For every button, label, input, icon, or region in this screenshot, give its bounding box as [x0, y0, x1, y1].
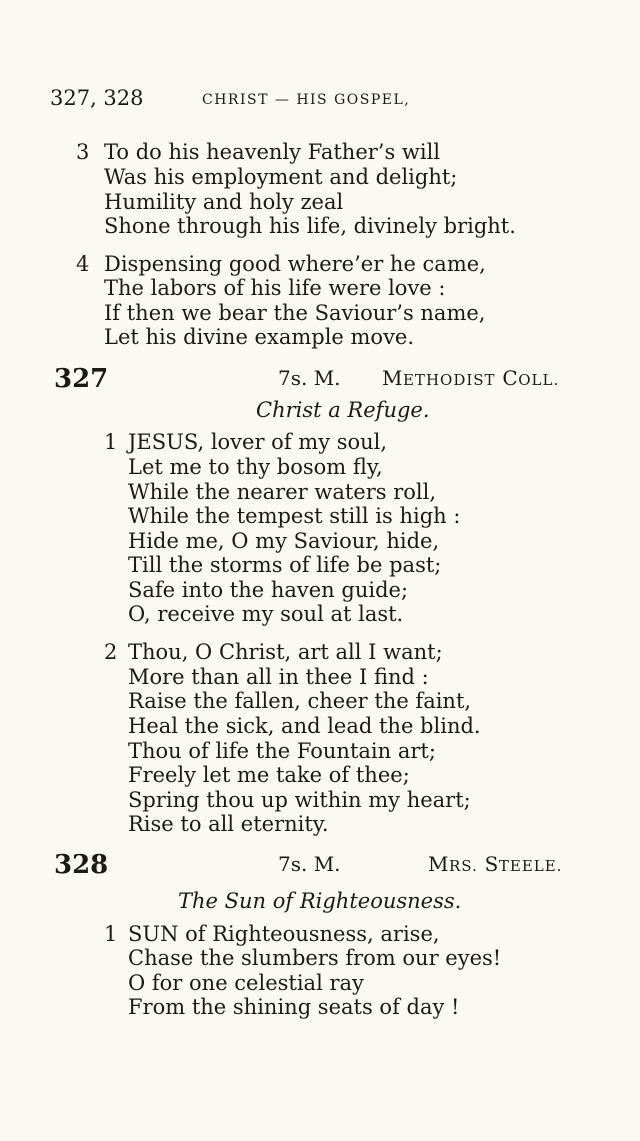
verse-number: 3 — [76, 140, 90, 164]
hymn-number: 327 — [54, 364, 109, 394]
verse-line: JESUS, lover of my soul, — [128, 430, 388, 454]
verse-number: 2 — [104, 640, 118, 664]
verse-line: SUN of Righteousness, arise, — [128, 922, 440, 946]
verse-line: Shone through his life, divinely bright. — [104, 214, 516, 238]
verse-line: Dispensing good where’er he came, — [104, 252, 486, 276]
running-title: CHRIST — HIS GOSPEL, — [202, 92, 411, 108]
verse-line: More than all in thee I find : — [128, 665, 429, 689]
verse-line: To do his heavenly Father’s will — [104, 140, 441, 164]
verse-line: Thou, O Christ, art all I want; — [128, 640, 443, 664]
hymn-author: METHODIST COLL. — [382, 366, 560, 390]
verse-line: Safe into the haven guide; — [128, 578, 409, 602]
verse-line: Let his divine example move. — [104, 325, 415, 349]
hymn-title: The Sun of Righteousness. — [178, 889, 462, 913]
verse-line: Was his employment and delight; — [104, 165, 458, 189]
page-header — [0, 86, 640, 116]
hymn-meter: 7s. M. — [278, 366, 341, 390]
verse-line: O, receive my soul at last. — [128, 602, 404, 626]
verse-line: While the nearer waters roll, — [128, 480, 437, 504]
verse-line: Heal the sick, and lead the blind. — [128, 714, 481, 738]
verse-line: From the shining seats of day ! — [128, 995, 460, 1019]
verse-line: O for one celestial ray — [128, 971, 364, 995]
page-numbers: 327, 328 — [50, 86, 144, 110]
verse-line: Spring thou up within my heart; — [128, 788, 471, 812]
verse-line: Humility and holy zeal — [104, 190, 344, 214]
verse-line: While the tempest still is high : — [128, 504, 461, 528]
verse-line: Rise to all eternity. — [128, 812, 329, 836]
verse-line: If then we bear the Saviour’s name, — [104, 301, 486, 325]
verse-line: Hide me, O my Saviour, hide, — [128, 529, 440, 553]
hymn-meter: 7s. M. — [278, 852, 341, 876]
verse-line: Raise the fallen, cheer the faint, — [128, 689, 472, 713]
verse-line: Let me to thy bosom fly, — [128, 455, 383, 479]
verse-number: 4 — [76, 252, 90, 276]
verse-number: 1 — [104, 430, 118, 454]
verse-line: The labors of his life were love : — [104, 276, 446, 300]
verse-line: Freely let me take of thee; — [128, 763, 410, 787]
hymn-title: Christ a Refuge. — [256, 398, 430, 422]
verse-line: Till the storms of life be past; — [128, 553, 442, 577]
verse-number: 1 — [104, 922, 118, 946]
hymn-author: MRS. STEELE. — [428, 852, 563, 876]
verse-line: Chase the slumbers from our eyes! — [128, 946, 502, 970]
verse-line: Thou of life the Fountain art; — [128, 739, 436, 763]
hymn-number: 328 — [54, 850, 109, 880]
